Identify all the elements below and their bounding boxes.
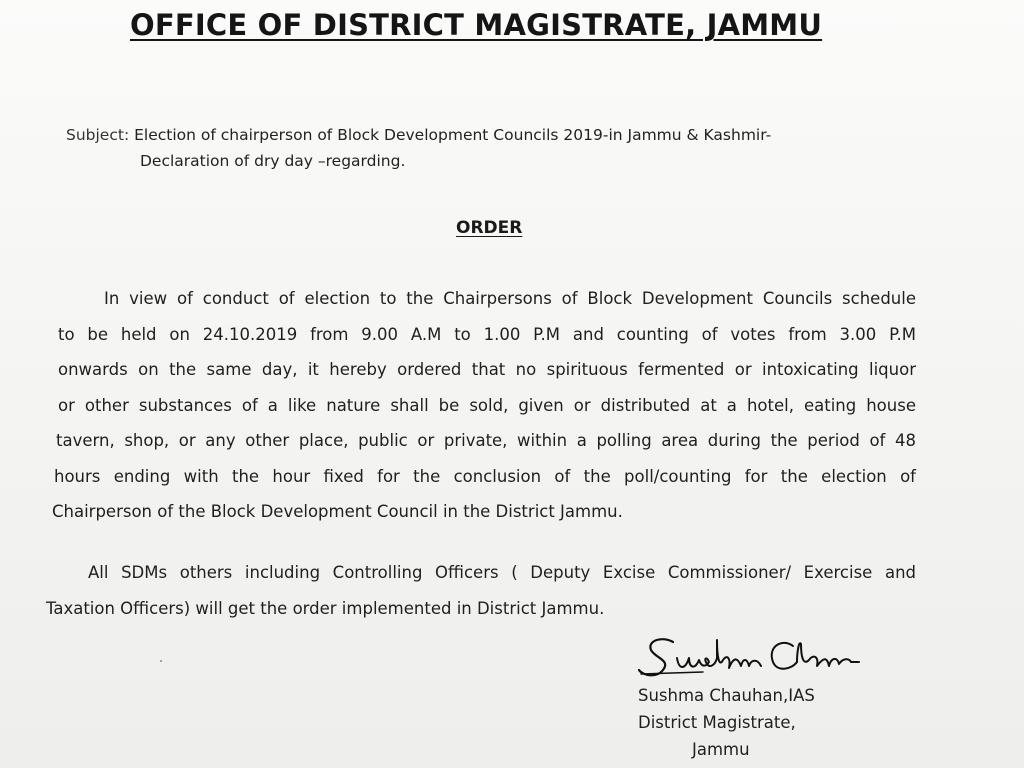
paragraph-2-line-1: All SDMs others including Controlling Officers ( Deputy Excise Commissioner/ Exercise and xyxy=(88,563,916,582)
signatory-name: Sushma Chauhan,IAS xyxy=(638,686,815,705)
subject-label: Subject: xyxy=(66,126,130,144)
signatory-location: Jammu xyxy=(692,740,750,759)
paragraph-2-line-2: Taxation Officers) will get the order implemented in District Jammu. xyxy=(46,598,605,618)
paragraph-1-line-7: Chairperson of the Block Development Council in the District Jammu. xyxy=(52,502,623,521)
paragraph-1-line-6: hours ending with the hour fixed for the conclusion of the poll/counting for the election of xyxy=(54,466,916,486)
paper-speck xyxy=(160,660,162,662)
subject-line-1: Election of chairperson of Block Development Councils 2019-in Jammu & Kashmir- xyxy=(129,126,772,144)
order-paragraph-2 xyxy=(46,560,916,631)
subject-line-2: Declaration of dry day –regarding. xyxy=(140,152,406,170)
office-title: OFFICE OF DISTRICT MAGISTRATE, JAMMU xyxy=(130,8,823,42)
subject-block xyxy=(66,122,771,174)
handwritten-signature xyxy=(633,636,863,680)
signatory-designation: District Magistrate, xyxy=(638,713,796,732)
order-paragraph-1 xyxy=(52,286,916,535)
paragraph-1-line-1: In view of conduct of election to the Chairpersons of Block Development Councils schedule xyxy=(104,289,916,308)
order-heading: ORDER xyxy=(456,218,523,238)
paragraph-1-line-4: or other substances of a like nature shall be sold, given or distributed at a hotel, eating house xyxy=(58,395,916,415)
paragraph-1-line-2: to be held on 24.10.2019 from 9.00 A.M to 1.00 P.M and counting of votes from 3.00 P.M xyxy=(58,324,916,344)
signatory-block xyxy=(638,682,815,763)
paragraph-1-line-3: onwards on the same day, it hereby ordered that no spirituous fermented or intoxicating liquor xyxy=(58,360,916,379)
paragraph-1-line-5: tavern, shop, or any other place, public or private, within a polling area during the period of 48 xyxy=(56,431,916,450)
